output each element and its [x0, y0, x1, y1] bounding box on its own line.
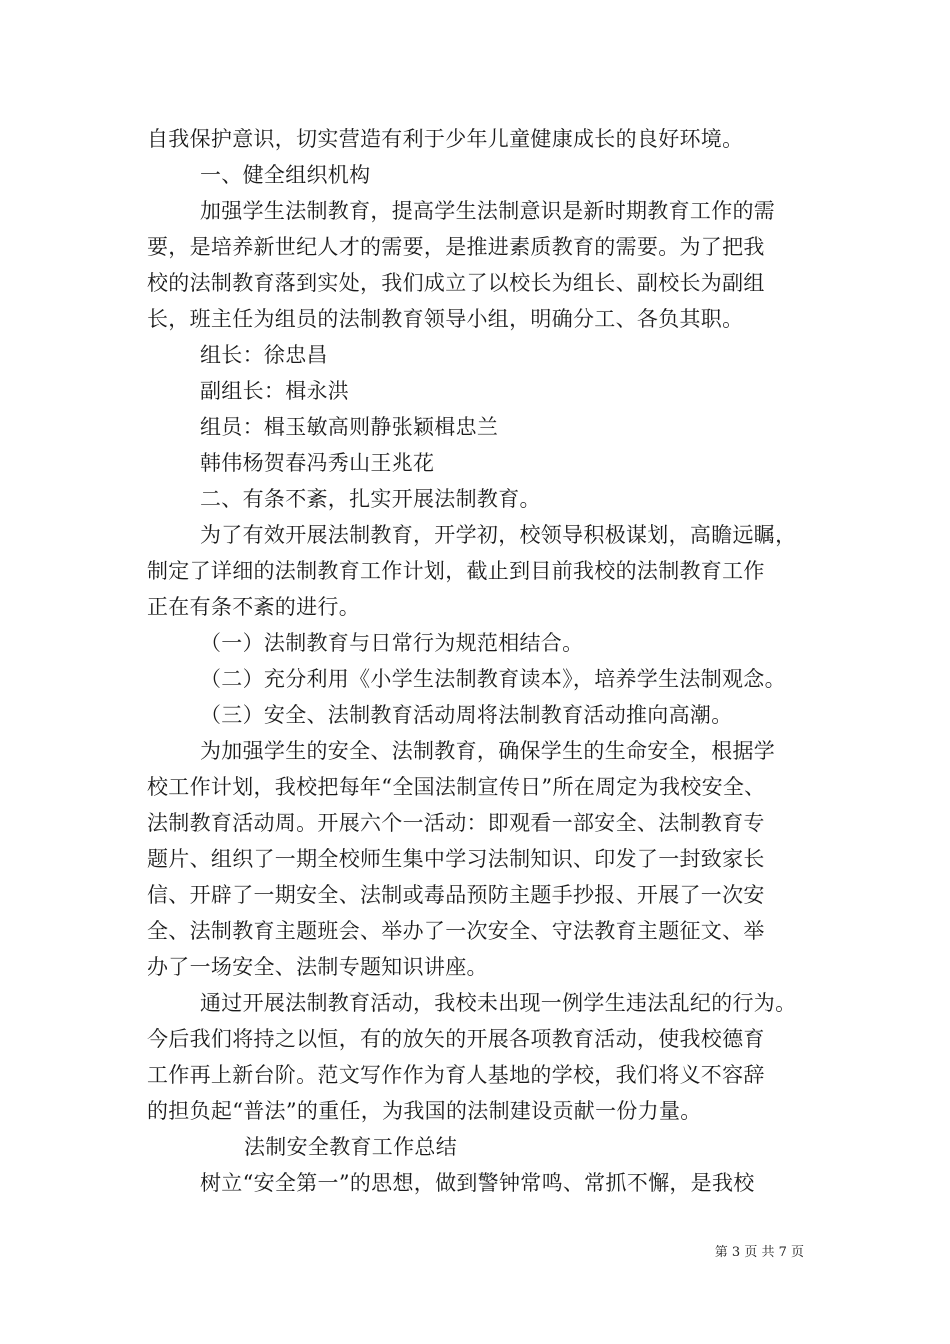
- text-line: 制定了详细的法制教育工作计划，截止到目前我校的法制教育工作: [147, 559, 765, 583]
- text-line: 信、开辟了一期安全、法制或毒品预防主题手抄报、开展了一次安: [147, 883, 765, 907]
- text-line: 今后我们将持之以恒，有的放矢的开展各项教育活动，使我校德育: [147, 1027, 765, 1051]
- text-line: 全、法制教育主题班会、举办了一次安全、守法教育主题征文、举: [147, 919, 765, 943]
- text-line: （一）法制教育与日常行为规范相结合。: [200, 631, 584, 655]
- text-line: （三）安全、法制教育活动周将法制教育活动推向高潮。: [200, 703, 733, 727]
- text-line: 工作再上新台阶。范文写作作为育人基地的学校，我们将义不容辞: [147, 1063, 765, 1087]
- text-line: 一、健全组织机构: [200, 163, 371, 187]
- text-line: 校工作计划，我校把每年“全国法制宣传日”所在周定为我校安全、: [147, 775, 766, 799]
- text-line: （二）充分利用《小学生法制教育读本》，培养学生法制观念。: [200, 667, 786, 691]
- text-line: 长，班主任为组员的法制教育领导小组，明确分工、各负其职。: [147, 307, 744, 331]
- text-line: 法制教育活动周。开展六个一活动：即观看一部安全、法制教育专: [147, 811, 765, 835]
- text-line: 副组长：楫永洪: [200, 379, 350, 403]
- text-line: 韩伟杨贺春冯秀山王兆花: [200, 451, 435, 475]
- text-line: 正在有条不紊的进行。: [147, 595, 360, 619]
- text-line: 通过开展法制教育活动，我校未出现一例学生违法乱纪的行为。: [200, 991, 797, 1015]
- text-line: 组长：徐忠昌: [200, 343, 328, 367]
- text-line: 为加强学生的安全、法制教育，确保学生的生命安全，根据学: [200, 739, 776, 763]
- text-line: 加强学生法制教育，提高学生法制意识是新时期教育工作的需: [200, 199, 776, 223]
- text-line: 法制安全教育工作总结: [244, 1135, 457, 1159]
- text-line: 为了有效开展法制教育，开学初，校领导积极谋划，高瞻远瞩，: [200, 523, 797, 547]
- text-line: 组员：楫玉敏高则静张颖楫忠兰: [200, 415, 499, 439]
- text-line: 办了一场安全、法制专题知识讲座。: [147, 955, 488, 979]
- document-body: [147, 121, 817, 1201]
- text-line: 二、有条不紊，扎实开展法制教育。: [200, 487, 541, 511]
- text-line: 树立“安全第一”的思想，做到警钟常鸣、常抓不懈，是我校: [200, 1171, 755, 1195]
- text-line: 自我保护意识，切实营造有利于少年儿童健康成长的良好环境。: [147, 127, 744, 151]
- page-number-footer: 第 3 页 共 7 页: [714, 1245, 804, 1260]
- text-line: 校的法制教育落到实处，我们成立了以校长为组长、副校长为副组: [147, 271, 765, 295]
- text-line: 要，是培养新世纪人才的需要，是推进素质教育的需要。为了把我: [147, 235, 765, 259]
- text-line: 题片、组织了一期全校师生集中学习法制知识、印发了一封致家长: [147, 847, 765, 871]
- text-line: 的担负起“普法”的重任，为我国的法制建设贡献一份力量。: [147, 1099, 702, 1123]
